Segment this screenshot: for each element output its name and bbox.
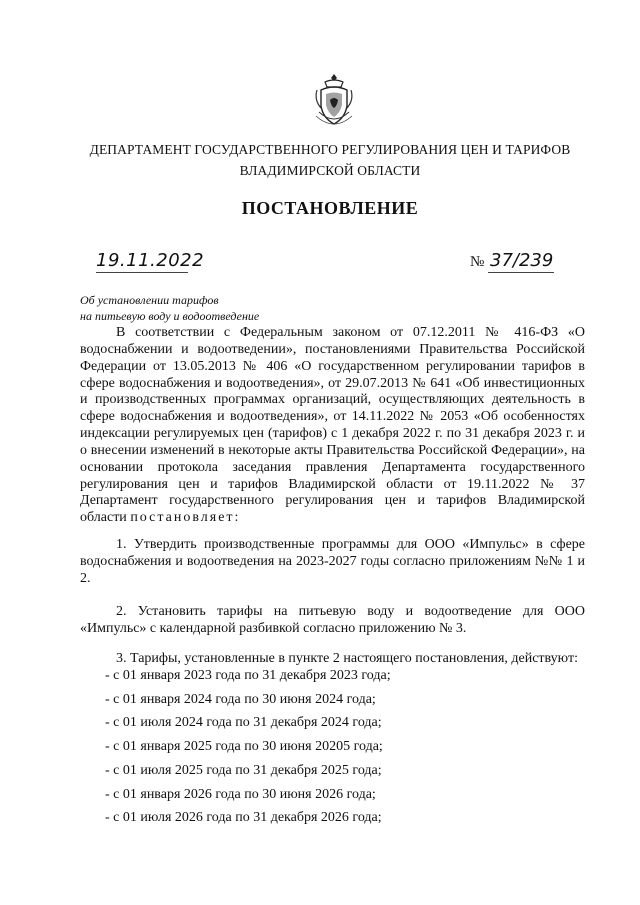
- item-1-paragraph: 1. Утвердить производственные программы для ООО «Импульс» в сфере водоснабжения и водоотведения на 2023-2027 годы согласно приложениям №№ 1 и 2.: [80, 537, 585, 586]
- subject-line1: Об установлении тарифов: [80, 293, 219, 307]
- document-subject: [80, 292, 259, 324]
- coat-of-arms-icon: [313, 72, 355, 130]
- number-underline: [488, 272, 554, 273]
- period-item: - с 01 июля 2024 года по 31 декабря 2024 года;: [105, 715, 382, 731]
- period-item: - с 01 января 2025 года по 30 июня 20205 года;: [105, 739, 383, 755]
- subject-line2: на питьевую воду и водоотведение: [80, 309, 260, 323]
- preamble-text: В соответствии с Федеральным законом от 07.12.2011 № 416-ФЗ «О водоснабжении и водоотведении», постановлениями Правительства Российской Федерации от 13.05.2013 № 406 «О государственном регулировании тарифов в сфере водоснабжения и водоотведения», от 29.07.2013 № 641 «Об инвестиционных и производственных программах организаций, осуществляющих деятельность в сфере водоснабжения и водоотведения», от 14.11.2022 № 2053 «Об особенностях индексации регулируемых цен (тарифов) с 1 декабря 2022 г. по 31 декабря 2023 г. и о внесении изменений в некоторые акты Правительства Российской Федерации», на основании протокола заседания правления Департамента государственного регулирования цен и тарифов Владимирской области от 19.11.2022 № 37 Департамент государственного регулирования цен и тарифов Владимирской области: [80, 325, 585, 526]
- item-3-paragraph: 3. Тарифы, установленные в пункте 2 настоящего постановления, действуют:: [116, 651, 578, 667]
- period-item: - с 01 января 2024 года по 30 июня 2024 года;: [105, 691, 376, 707]
- decree-word: постановляет:: [130, 510, 241, 526]
- document-body: [80, 325, 585, 668]
- department-name-line2: ВЛАДИМИРСКОЙ ОБЛАСТИ: [239, 163, 421, 178]
- date-underline: [96, 272, 188, 273]
- period-item: - с 01 января 2023 года по 31 декабря 2023 года;: [105, 668, 391, 683]
- department-name-line1: ДЕПАРТАМЕНТ ГОСУДАРСТВЕННОГО РЕГУЛИРОВАНИЯ ЦЕН И ТАРИФОВ: [89, 142, 571, 157]
- document-title: ПОСТАНОВЛЕНИЕ: [241, 198, 419, 218]
- document-date: 19.11.2022: [96, 250, 205, 271]
- document-number: 37/239: [490, 250, 554, 271]
- item-2-paragraph: 2. Установить тарифы на питьевую воду и водоотведение для ООО «Импульс» с календарной разбивкой согласно приложению № 3.: [80, 603, 585, 636]
- period-item: - с 01 июля 2025 года по 31 декабря 2025 года;: [105, 762, 382, 778]
- period-item: - с 01 января 2026 года по 30 июня 2026 года;: [105, 786, 376, 802]
- preamble-paragraph: [80, 325, 585, 527]
- number-label: №: [470, 254, 485, 270]
- period-item: - с 01 июля 2026 года по 31 декабря 2026 года;: [105, 810, 382, 826]
